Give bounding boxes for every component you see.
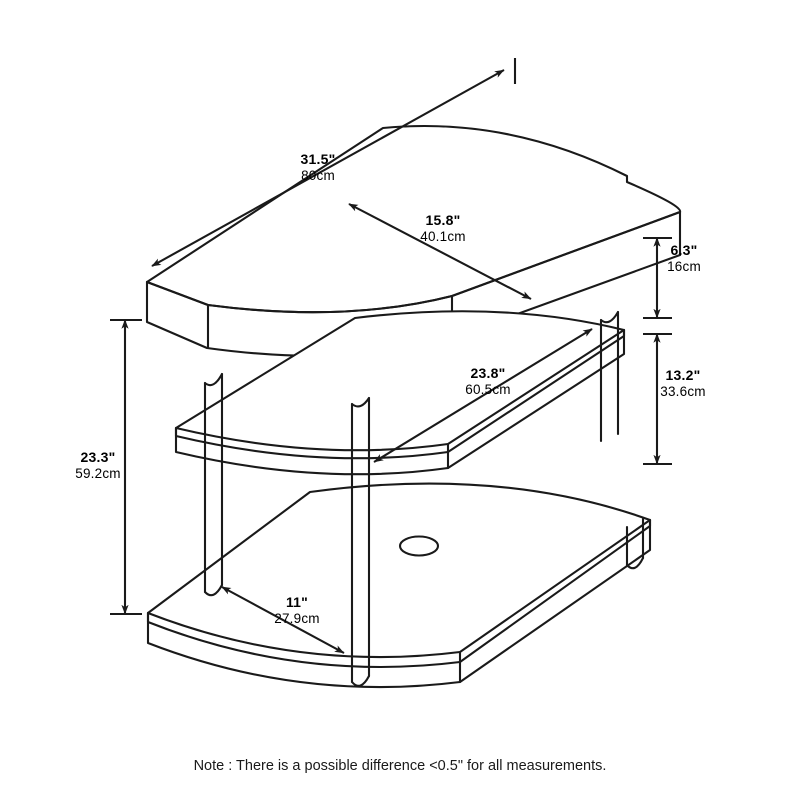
dimension-bottom-shelf-depth-inches: 11" [285,594,309,610]
dimension-top-gap-cm: 16cm [667,258,701,274]
dimension-overall-height-cm: 59.2cm [75,465,121,481]
dimension-top-gap-inches: 6.3" [670,242,698,258]
middle-shelf [176,311,624,474]
dimension-middle-gap-cm: 33.6cm [660,383,706,399]
dimension-middle-shelf-width [428,366,548,397]
measurement-note: Note : There is a possible difference <0.5" for all measurements. [193,758,607,774]
dimension-overall-height [48,450,148,481]
dimension-bottom-shelf-depth [237,595,357,626]
dimension-overall-width-cm: 80cm [301,167,335,183]
bottom-shelf [148,484,650,688]
dimension-middle-shelf-width-cm: 60.5cm [465,381,511,397]
dimension-top-gap [634,243,734,274]
dimension-middle-gap-inches: 13.2" [665,367,701,383]
dimension-overall-width-inches: 31.5" [300,151,336,167]
dimension-top-depth-inches: 15.8" [425,212,461,228]
dimension-top-depth-cm: 40.1cm [420,228,466,244]
dimension-overall-height-inches: 23.3" [80,449,116,465]
dimension-bottom-shelf-depth-cm: 27.9cm [274,610,320,626]
dimension-top-depth [383,213,503,244]
dimension-middle-gap [633,368,733,399]
dimension-middle-shelf-width-inches: 23.8" [470,365,506,381]
dimension-overall-width [258,152,378,183]
